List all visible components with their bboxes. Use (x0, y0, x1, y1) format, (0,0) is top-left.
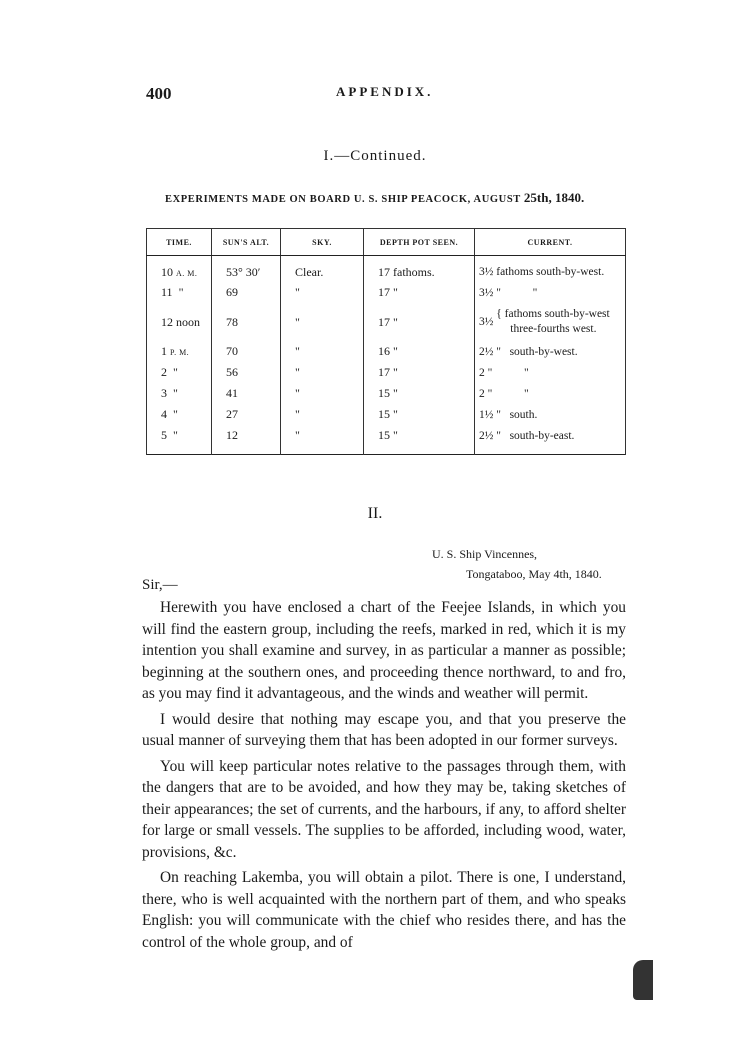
time-value: 4 (161, 407, 167, 421)
time-value: 2 (161, 365, 167, 379)
current-rate: 2½ (479, 429, 494, 442)
current-rate: 3½ (479, 266, 494, 278)
cell-depth: 17 fathoms. (364, 256, 475, 283)
table-row (147, 256, 626, 283)
cell-sky: Clear. (281, 256, 364, 283)
table-header-row (147, 229, 626, 256)
cell-sun-alt: 78 (212, 303, 281, 341)
time-suffix: P. M. (170, 348, 190, 357)
cell-sky: " (281, 362, 364, 383)
current-direction: " " (487, 366, 529, 379)
experiments-table (146, 228, 626, 455)
table-row (147, 362, 626, 383)
paragraph: Herewith you have enclosed a chart of the Feejee Islands, in which you will find the eastern group, including the reefs, marked in red, which it is my intention you shall examine and survey, in as particular a manner as possible; beginning at the southern ones, and proceeding thence northward, to and fro, as you may find it advantageous, and the winds and weather will permit. (142, 599, 626, 702)
current-rate: 2 (479, 387, 485, 400)
cell-current (475, 404, 626, 425)
table-row (147, 425, 626, 455)
cell-sun-alt: 70 (212, 341, 281, 362)
cell-sun-alt: 56 (212, 362, 281, 383)
table-row (147, 404, 626, 425)
address-line: Tongataboo, May 4th, 1840. (466, 567, 602, 581)
current-direction: { fathoms south-by-west (496, 308, 610, 320)
current-rate: 3½ (479, 316, 494, 328)
current-direction-two-line (496, 307, 609, 337)
current-rate: 2½ (479, 345, 494, 358)
col-header-current: CURRENT. (475, 229, 626, 256)
cell-time (147, 425, 212, 455)
section-two-title: II. (367, 505, 383, 522)
cell-time (147, 383, 212, 404)
current-rate: 3½ (479, 286, 494, 299)
time-suffix: " (173, 407, 178, 421)
table-caption (165, 190, 584, 206)
cell-sky: " (281, 425, 364, 455)
cell-sky: " (281, 341, 364, 362)
cell-sky: " (281, 282, 364, 303)
cell-sky: " (281, 404, 364, 425)
letter-address (432, 544, 602, 584)
current-direction: " south-by-west. (496, 345, 578, 358)
cell-depth: 15 " (364, 425, 475, 455)
cell-time (147, 256, 212, 283)
cell-time (147, 341, 212, 362)
col-header-time: TIME. (147, 229, 212, 256)
cell-time (147, 404, 212, 425)
cell-depth: 17 " (364, 282, 475, 303)
cell-current (475, 303, 626, 341)
table-caption-date: 25th, 1840. (523, 190, 585, 205)
cell-depth: 15 " (364, 404, 475, 425)
cell-time (147, 282, 212, 303)
letter-salutation: Sir,— (142, 577, 178, 593)
time-value: 10 (161, 264, 173, 279)
letter-body (142, 597, 626, 957)
table-row (147, 383, 626, 404)
table-row (147, 341, 626, 362)
cell-depth: 17 " (364, 303, 475, 341)
cell-time (147, 362, 212, 383)
col-header-sun-alt: SUN'S ALT. (212, 229, 281, 256)
cell-sky: " (281, 383, 364, 404)
time-value: 5 (161, 428, 167, 442)
address-line: U. S. Ship Vincennes, (432, 547, 538, 561)
time-suffix: " (173, 386, 178, 400)
time-value: 11 (161, 285, 173, 299)
time-value: 3 (161, 386, 167, 400)
running-title: APPENDIX. (336, 84, 434, 99)
cell-current (475, 425, 626, 455)
cell-sun-alt: 41 (212, 383, 281, 404)
paragraph: On reaching Lakemba, you will obtain a pilot. There is one, I understand, there, who is well acquainted with the northern part of them, and who speaks English: you will communicate with the chief who resides there, and has the control of the whole group, and of (142, 869, 626, 951)
cell-current (475, 362, 626, 383)
paragraph: You will keep particular notes relative to the passages through them, with the dangers that are to be avoided, and how they may be, taking sketches of their appearances; the set of currents, and the harbours, if any, to afford shelter for large or small vessels. The supplies to be afforded, including wood, water, provisions, &c. (142, 757, 626, 861)
col-header-sky: SKY. (281, 229, 364, 256)
time-suffix: " (173, 365, 178, 379)
current-direction: " " (487, 387, 529, 400)
cell-depth: 16 " (364, 341, 475, 362)
time-suffix: " (173, 428, 178, 442)
time-value: 1 (161, 344, 167, 358)
table-caption-text: EXPERIMENTS MADE ON BOARD U. S. SHIP PEACOCK, AUGUST (165, 194, 521, 205)
current-direction: " south. (496, 408, 538, 421)
time-suffix: " (178, 285, 184, 299)
table-row (147, 282, 626, 303)
current-rate: 2 (479, 366, 485, 379)
cell-current (475, 383, 626, 404)
paragraph: I would desire that nothing may escape you, and that you preserve the usual manner of surveying them that has been adopted in our former surveys. (142, 710, 626, 749)
cell-sun-alt: 27 (212, 404, 281, 425)
time-suffix: A. M. (176, 268, 198, 278)
time-value: 12 noon (161, 314, 200, 329)
cell-depth: 15 " (364, 383, 475, 404)
current-direction: " south-by-east. (496, 429, 575, 442)
current-direction-continued: three-fourths west. (510, 323, 597, 335)
cell-sun-alt: 69 (212, 282, 281, 303)
cell-sun-alt: 53° 30′ (212, 256, 281, 283)
cell-current (475, 341, 626, 362)
col-header-depth: DEPTH POT SEEN. (364, 229, 475, 256)
cell-depth: 17 " (364, 362, 475, 383)
section-one-title: I.—Continued. (323, 148, 427, 164)
cell-current (475, 282, 626, 303)
table-row (147, 303, 626, 341)
cell-sky: " (281, 303, 364, 341)
current-direction: fathoms south-by-west. (496, 266, 605, 278)
current-direction: " " (496, 286, 538, 299)
cell-sun-alt: 12 (212, 425, 281, 455)
cell-current (475, 256, 626, 283)
page-number: 400 (146, 84, 172, 103)
current-rate: 1½ (479, 408, 494, 421)
cell-time (147, 303, 212, 341)
page-edge-shadow (633, 960, 653, 1000)
